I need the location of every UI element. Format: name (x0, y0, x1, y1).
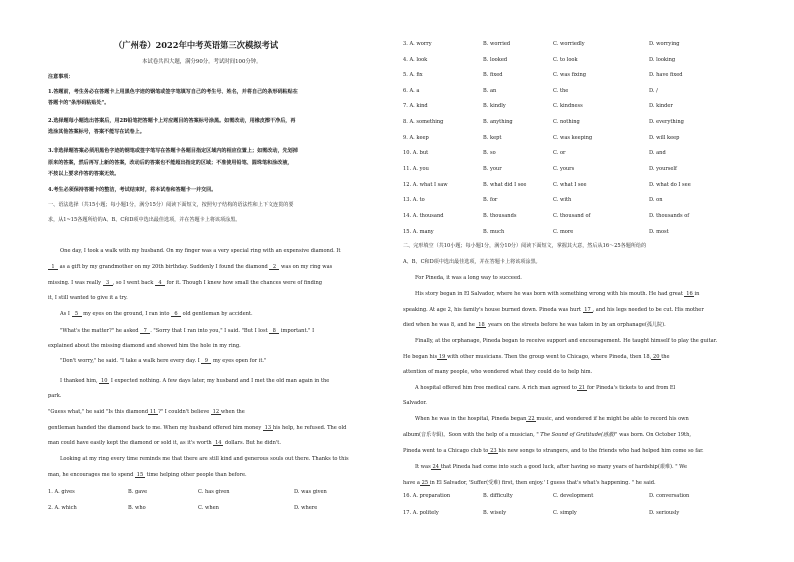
option-choice[interactable]: 15. A. many (403, 229, 434, 235)
passage-text: His story began in El Salvador, where he was born with something wrong with his mouth. He had great (415, 291, 685, 297)
passage-line (60, 358, 266, 365)
passage-text: time helping other people than before. (145, 472, 247, 478)
passage-text: "Guess what," he said "Is this diamond (48, 409, 149, 415)
passage-line (415, 338, 717, 345)
notice-line: 答题卡的"条形码粘贴处"。 (48, 100, 110, 106)
option-choice[interactable]: 7. A. kind (403, 103, 428, 109)
blank-21[interactable]: 21 (578, 385, 586, 391)
option-choice[interactable]: D. have fixed (649, 72, 683, 78)
passage-line (60, 311, 253, 318)
passage-text: my eyes open for it." (211, 358, 267, 364)
passage-text: it, I still wanted to give it a try. (48, 295, 128, 301)
blank-11[interactable]: 11 (149, 409, 157, 415)
passage-text: man, he encourages me to spend (48, 472, 136, 478)
passage-text: my eyes on the ground, I ran into (81, 311, 172, 317)
passage-line (48, 393, 61, 400)
passage-line (415, 275, 522, 282)
option-choice[interactable]: C. kindness (553, 103, 583, 109)
option-choice[interactable]: 9. A. keep (403, 135, 429, 141)
option-choice[interactable]: 14. A. thousand (403, 213, 444, 219)
option-choice[interactable]: C. was keeping (553, 135, 593, 141)
option-choice[interactable]: D. seriously (649, 510, 680, 516)
blank-6[interactable]: 6 (171, 311, 181, 317)
option-choice[interactable]: B. looked (483, 57, 508, 63)
passage-text: Looking at my ring every time reminds me that there are still kind and generous souls out there. Thanks to this (60, 456, 349, 462)
passage-line (48, 409, 245, 416)
notice-line: 原来的答案，然后再写上新的答案，改动后的答案也不能超出指定的区域；不准使用铅笔、圆珠笔和涂改液， (48, 160, 293, 166)
passage-text: man could have easily kept the diamond or sold it, as it's worth (48, 440, 214, 446)
passage-line (403, 400, 427, 407)
blank-19[interactable]: 19 (438, 354, 446, 360)
option-choice[interactable]: C. development (553, 493, 594, 499)
blank-12[interactable]: 12 (212, 409, 220, 415)
option-choice[interactable]: D. most (649, 229, 669, 235)
passage-line (403, 369, 592, 376)
passage-line (48, 425, 346, 432)
passage-text: When he was in the hospital, Pineda began (415, 416, 527, 422)
option-choice[interactable]: C. the (553, 88, 569, 94)
passage-text: Pineda went to a Chicago club to (403, 448, 489, 454)
option-choice[interactable]: 5. A. fix (403, 72, 423, 78)
passage-text: It was (415, 464, 431, 470)
passage-line (60, 248, 340, 255)
passage-text: was on my ring was (279, 264, 333, 270)
option-choice[interactable]: 16. A. preparation (403, 493, 451, 499)
blank-17[interactable]: 17 (584, 307, 591, 313)
option-choice[interactable]: C. worriedly (553, 41, 585, 47)
option-choice[interactable]: B. kindly (483, 103, 506, 109)
passage-line (415, 291, 699, 298)
notice-line: 选涂其他答案标号，答案不能写在试卷上。 (48, 129, 145, 135)
passage-text: that Pineda had come into such a good luck, after having so many years of hardship(艰难). " We (440, 464, 688, 470)
notice-heading: 注意事项： (48, 74, 74, 80)
passage-text: his new songs to strangers, and to the friends who had helped him come so far. (498, 448, 704, 454)
passage-text: dollars. But he didn't. (223, 440, 281, 446)
option-choice[interactable]: 11. A. you (403, 166, 429, 172)
option-choice[interactable]: C. has given (198, 489, 230, 495)
blank-13[interactable]: 13 (264, 425, 272, 431)
option-choice[interactable]: D. and (649, 150, 666, 156)
option-choice[interactable]: C. to look (553, 57, 578, 63)
passage-line (403, 354, 670, 361)
passage-text: One day, I took a walk with my husband. On my finger was a very special ring with an expensive diamond. It (60, 248, 341, 254)
option-choice[interactable]: B. anything (483, 119, 513, 125)
blank-2[interactable]: 2 (269, 264, 279, 270)
option-choice[interactable]: B. your (483, 166, 502, 172)
option-choice[interactable]: D. everything (649, 119, 684, 125)
section-intro-line: 求，从1~15各题所给的A、B、C和D项中选出最佳选项，并在答题卡上将该项涂黑。 (48, 217, 241, 223)
passage-text: , and his legs needed to be cut. His mother (592, 307, 704, 313)
option-choice[interactable]: D. looking (649, 57, 676, 63)
album-title: " The Sound of Gratitude(感激)" (536, 432, 618, 438)
option-choice[interactable]: D. kinder (649, 103, 673, 109)
option-choice[interactable]: B. what did I see (483, 182, 527, 188)
passage-text: As I (60, 311, 72, 317)
option-choice[interactable]: C. simply (553, 510, 577, 516)
passage-line (415, 464, 687, 471)
option-choice[interactable]: D. yourself (649, 166, 677, 172)
passage-text: For Pineda, it was a long way to succeed. (415, 275, 522, 281)
passage-text: important." I (279, 328, 315, 334)
section-intro-line: A、B、C和D项中选出最佳选项，并在答题卡上将该项涂黑。 (403, 259, 541, 265)
notice-line: 3.非选择题答案必须用黑色字迹的钢笔或签字笔写在答题卡各题目指定区域内的相应位置上；如需改动，先划掉 (48, 148, 298, 154)
option-choice[interactable]: C. more (553, 229, 574, 235)
option-choice[interactable]: D. / (649, 88, 658, 94)
option-choice[interactable]: 17. A. politely (403, 510, 439, 516)
passage-text: have a (403, 480, 420, 486)
option-choice[interactable]: 8. A. something (403, 119, 444, 125)
option-choice[interactable]: 12. A. what I saw (403, 182, 448, 188)
option-choice[interactable]: 6. A. a (403, 88, 420, 94)
passage-line (48, 280, 322, 287)
passage-text: , so I went back (112, 280, 155, 286)
passage-line (415, 385, 675, 392)
option-choice[interactable]: B. an (483, 88, 497, 94)
option-choice[interactable]: B. worried (483, 41, 511, 47)
passage-text: I thanked him, (60, 378, 100, 384)
option-choice[interactable]: B. wisely (483, 510, 507, 516)
passage-text: album(音乐专辑)。Soon with the help of a musician, (403, 432, 537, 438)
passage-line (403, 448, 704, 455)
passage-line (403, 480, 656, 487)
passage-line (60, 378, 329, 385)
page-title: （广州卷）2022年中考英语第三次模拟考试 (114, 40, 279, 50)
option-choice[interactable]: C. was fixing (553, 72, 587, 78)
passage-line (403, 432, 691, 439)
option-choice[interactable]: D. on (649, 197, 663, 203)
option-choice[interactable]: C. when (198, 505, 219, 511)
option-choice[interactable]: D. will keep (649, 135, 680, 141)
passage-text: A hospital offered him free medical care. A rich man agreed to (415, 385, 577, 391)
passage-text: was born. On October 19th, (617, 432, 692, 438)
option-choice[interactable]: D. what do I see (649, 182, 691, 188)
passage-line (60, 456, 349, 463)
passage-text: for it. Though I knew how small the chances were of finding (164, 280, 323, 286)
option-choice[interactable]: 10. A. but (403, 150, 429, 156)
option-choice[interactable]: D. thousands of (649, 213, 690, 219)
notice-line: 2.选择题每小题选出答案后，用2B铅笔把答题卡上对应题目的答案标号涂黑。如需改动，用橡皮擦干净后，再 (48, 118, 296, 124)
option-choice[interactable]: C. with (553, 197, 572, 203)
passage-text: the (661, 354, 670, 360)
blank-14[interactable]: 14 (215, 440, 222, 446)
passage-text: ?" I couldn't believe (158, 409, 211, 415)
option-choice[interactable]: C. yours (553, 166, 575, 172)
option-choice[interactable]: B. for (483, 197, 498, 203)
blank-22[interactable]: 22 (528, 416, 535, 422)
option-choice[interactable]: C. nothing (553, 119, 580, 125)
passage-text: for Pineda's tickets to and from El (586, 385, 676, 391)
passage-line (60, 328, 314, 335)
option-choice[interactable]: 1. A. gives (48, 489, 75, 495)
option-choice[interactable]: B. so (483, 150, 496, 156)
option-choice[interactable]: B. fixed (483, 72, 503, 78)
passage-text: I expected nothing. A few days later, my husband and I met the old man again in the (109, 378, 330, 384)
blank-15[interactable]: 15 (136, 472, 144, 478)
passage-text: explained about the missing diamond and showed him the hole in my ring. (48, 343, 241, 349)
option-choice[interactable]: 13. A. to (403, 197, 425, 203)
option-choice[interactable]: B. kept (483, 135, 502, 141)
passage-text: years on the streets before he was taken in by an orphanage(孤儿院). (486, 322, 666, 328)
passage-text: gentleman handed the diamond back to me. When my husband offered him money (48, 425, 263, 431)
blank-24[interactable]: 24 (432, 464, 439, 470)
option-choice[interactable]: D. worrying (649, 41, 680, 47)
passage-text: with other musicians. Then the group went to Chicago, where Pineda, then 18, (447, 354, 652, 360)
blank-9[interactable]: 9 (201, 358, 211, 364)
passage-text: music, and wondered if he might be able to record his own (536, 416, 689, 422)
passage-text: He began his (403, 354, 438, 360)
notice-line: 1.答题前，考生务必在答题卡上用黑色字迹的钢笔或签字笔填写自己的考生号、姓名，并将自己的条形码粘贴在 (48, 89, 298, 95)
passage-line (48, 343, 241, 350)
passage-text: when the (220, 409, 245, 415)
option-choice[interactable]: B. much (483, 229, 505, 235)
blank-23[interactable]: 23 (490, 448, 497, 454)
blank-8[interactable]: 8 (269, 328, 279, 334)
blank-16[interactable]: 16 (686, 291, 693, 297)
option-choice[interactable]: 3. A. worry (403, 41, 432, 47)
blank-4[interactable]: 4 (155, 280, 165, 286)
option-choice[interactable]: B. who (128, 505, 146, 511)
exam-subtitle: 本试卷共四大题，满分90分。考试时间100分钟。 (142, 59, 262, 65)
passage-text: died when he was 8, and he (403, 322, 477, 328)
blank-20[interactable]: 20 (652, 354, 660, 360)
passage-line (403, 307, 704, 314)
passage-text: "What's the matter?" he asked (60, 328, 141, 334)
option-choice[interactable]: C. thousand of (553, 213, 591, 219)
passage-text: old gentleman by accident. (181, 311, 253, 317)
blank-5[interactable]: 5 (72, 311, 82, 317)
passage-text: "Don't worry," he said. "I take a walk here every day. I (60, 358, 202, 364)
option-choice[interactable]: 4. A. look (403, 57, 428, 63)
notice-line: 不按以上要求作答的答案无效。 (48, 171, 120, 177)
option-choice[interactable]: B. thousands (483, 213, 517, 219)
blank-10[interactable]: 10 (101, 378, 108, 384)
passage-text: speaking. At age 2, his family's house burned down. Pineda was hurt (403, 307, 583, 313)
passage-line (48, 295, 128, 302)
passage-text: Salvador. (403, 400, 427, 406)
option-choice[interactable]: 2. A. which (48, 505, 77, 511)
notice-line: 4.考生必须保持答题卡的整洁，考试结束时，将本试卷和答题卡一并交回。 (48, 187, 217, 193)
passage-text: missing. I was really (48, 280, 103, 286)
blank-1[interactable]: 1 (48, 264, 58, 270)
section-intro-line: 一、语法选择（共15小题；每小题1分，满分15分）阅读下面短文，按照句子结构的语法性和上下文连贯的要 (48, 202, 294, 208)
option-choice[interactable]: D. conversation (649, 493, 690, 499)
passage-text: as a gift by my grandmother on my 20th birthday. Suddenly I found the diamond (58, 264, 270, 270)
passage-text: in (694, 291, 700, 297)
passage-line (48, 472, 247, 479)
passage-text: attention of many people, who wondered what they could do to help him. (403, 369, 593, 375)
option-choice[interactable]: C. what I see (553, 182, 587, 188)
option-choice[interactable]: B. gave (128, 489, 148, 495)
passage-text: park. (48, 393, 62, 399)
blank-25[interactable]: 25 (421, 480, 429, 486)
blank-18[interactable]: 18 (478, 322, 485, 328)
blank-3[interactable]: 3 (103, 280, 113, 286)
passage-line (48, 264, 332, 271)
passage-line (48, 440, 281, 447)
option-choice[interactable]: D. was given (294, 489, 327, 495)
passage-line (403, 322, 666, 329)
passage-text: Finally, at the orphanage, Pineda began to receive support and encouragement. He taught himself to play the guitar. (415, 338, 718, 344)
passage-text: his help, he refused. The old (272, 425, 347, 431)
blank-7[interactable]: 7 (140, 328, 150, 334)
option-choice[interactable]: D. where (294, 505, 318, 511)
passage-text: . "Sorry that I ran into you," I said. "But I lost (150, 328, 270, 334)
passage-line (415, 416, 689, 423)
option-choice[interactable]: B. difficulty (483, 493, 513, 499)
option-choice[interactable]: C. or (553, 150, 566, 156)
section-intro-line: 二、完形填空（共10小题；每小题1分，满分10分）阅读下面短文，掌握其大意，然后从16～25各题所给的 (403, 243, 647, 249)
passage-text: in El Salvador, 'Suffer(受难) first, then enjoy.' I guess that's what's happening. " he said. (429, 480, 656, 486)
